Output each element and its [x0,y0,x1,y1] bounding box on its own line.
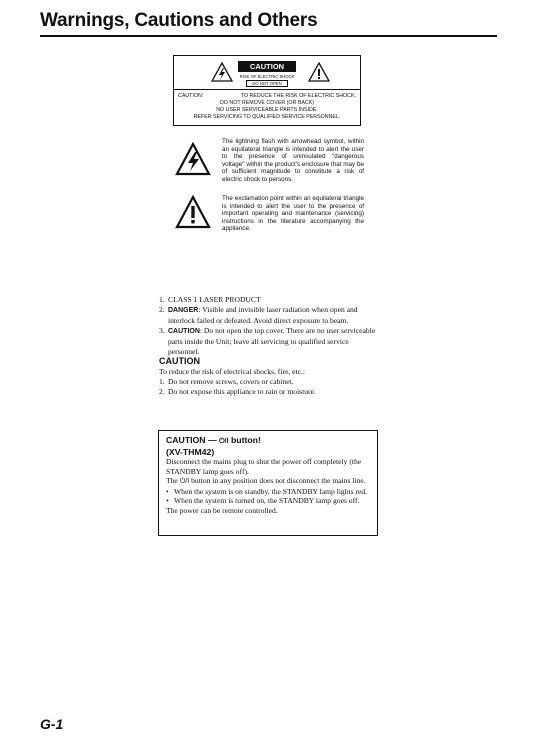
caution-label-line1-right: TO REDUCE THE RISK OF ELECTRIC SHOCK. [240,93,356,99]
list-number: 2. [159,387,165,396]
lightning-description: The lightning flash with arrowhead symbol, within an equilateral triangle is intended to alert the user to the presence of uninsulated "dangerous voltage" within the product's enclosure that may be of sufficient magnitude to constitute a risk of electric shock to persons. [222,138,364,183]
standby-caution-content [166,435,374,516]
caution-label-sub2: DO NOT OPEN [246,80,288,87]
standby-caution-box [158,430,378,536]
list-item [159,326,379,357]
danger-text: : Visible and invisible laser radiation when open and interlock failed or defeated. Avoid direct exposure to beam. [168,305,358,325]
caution-label-line1-left: CAUTION: [178,93,204,99]
heading-pre: CAUTION — [166,435,217,445]
list-text: Do not remove screws, covers or cabinet. [168,377,294,386]
power-standby-icon: ⏻/I [219,438,229,445]
standby-para3: The power can be remote controlled. [166,505,278,515]
list-item [159,377,379,387]
caution-label-line1 [174,93,360,100]
standby-para1: Disconnect the mains plug to shut the power off completely (the STANDBY lamp goes off). [166,457,362,476]
heading-post: button! [230,435,261,445]
lightning-triangle-icon [175,142,211,176]
caution-label-text [174,93,360,121]
model-number: (XV-THM42) [166,447,215,457]
list-number: 1. [159,295,165,304]
standby-caution-heading [166,435,374,447]
caution-label-header: CAUTION [238,61,296,72]
caution-label-center [238,61,296,87]
caution-label-box [173,55,361,126]
para2-pre: The [166,476,178,486]
power-standby-icon: ⏻/I [179,478,190,486]
caution-inline-label: CAUTION [168,328,200,335]
page-number: G-1 [40,716,64,732]
exclamation-description: The exclamation point within an equilateral triangle is intended to alert the user to the presence of important operating and maintenance (servicing) instructions in the literature accompanying the appliance. [222,195,364,233]
caution-inline-text: : Do not open the top cover. There are no user serviceable parts inside the Unit; leave all servicing to qualified service personnel. [168,326,376,356]
list-number: 3. [159,326,165,335]
danger-label: DANGER [168,307,199,314]
caution-body [159,367,379,397]
list-number: 2. [159,305,165,314]
bullet-icon: • [166,496,169,506]
list-text [168,305,379,326]
laser-list [159,295,379,357]
bullet-text: When the system is on standby, the STANDBY lamp lights red. [174,486,368,496]
list-text: CLASS 1 LASER PRODUCT [168,295,261,304]
list-text [168,326,379,357]
exclamation-triangle-icon [175,195,211,229]
page-title: Warnings, Cautions and Others [40,10,318,31]
bullet-item [166,487,374,497]
list-item [159,295,379,305]
para2-post: button in any position does not disconnect the mains line. [191,476,366,486]
list-item [159,387,379,397]
caution-heading: CAUTION [159,356,200,366]
caution-label-line2: DO NOT REMOVE COVER (OR BACK) [219,100,315,106]
lightning-warning-icon [211,62,233,82]
caution-intro: To reduce the risk of electrical shocks, fire, etc.: [159,367,306,376]
caution-label-sub1: RISK OF ELECTRIC SHOCK [239,74,295,79]
standby-para2 [166,476,374,487]
list-item [159,305,379,326]
list-number: 1. [159,377,165,386]
bullet-text: When the system is turned on, the STANDBY lamp goes off. [174,496,360,506]
bullet-item [166,496,374,506]
caution-label-top [174,56,360,90]
title-underline [40,35,497,37]
bullet-icon: • [166,486,169,496]
exclamation-warning-icon [308,62,330,82]
caution-label-line3: NO USER SERVICEABLE PARTS INSIDE. [216,107,318,113]
caution-label-line4: REFER SERVICING TO QUALIFIED SERVICE PERSONNEL. [193,114,341,120]
list-text: Do not expose this appliance to rain or moisture. [168,387,316,396]
